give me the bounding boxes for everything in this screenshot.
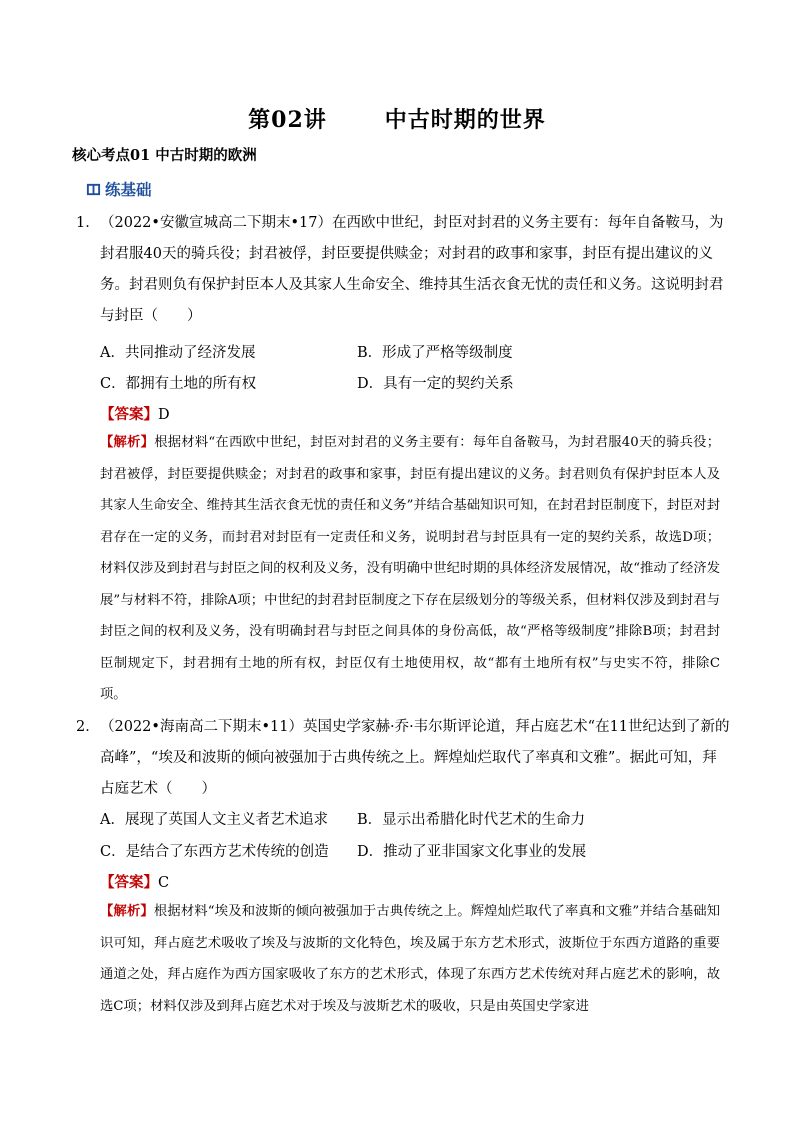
question-text: （2022•海南高二下期末•11）英国史学家赫·乔·韦尔斯评论道，拜占庭艺术“在11世纪达到了新的高峰”，“埃及和波斯的倾向被强加于古典传统之上。辉煌灿烂取代了率真和文雅”。据此可知，拜占庭艺术（ ） bbox=[100, 719, 730, 797]
question-number: 1． bbox=[76, 215, 100, 231]
question-text: （2022•安徽宣城高二下期末•17）在西欧中世纪，封臣对封君的义务主要有：每年自备鞍马，为封君服40天的骑兵役；封君被俘，封臣要提供赎金；对封君的政事和家事，封臣有提出建议的义务。封君则负有保护封臣本人及其家人生命安全、维持其生活衣食无忧的责任和义务。这说明封君与封臣（ ） bbox=[100, 215, 724, 324]
explanation-text: 根据材料“埃及和波斯的倾向被强加于古典传统之上。辉煌灿烂取代了率真和文雅”并结合基础知识可知，拜占庭艺术吸收了埃及与波斯的文化特色，埃及属于东方艺术形式，波斯位于东西方道路的重要通道之处，拜占庭作为西方国家吸收了东方的艺术形式，体现了东西方艺术传统对拜占庭艺术的影响，故选C项；材料仅涉及到拜占庭艺术对于埃及与波斯艺术的吸收，只是由英国史学家进 bbox=[100, 904, 720, 1014]
answer-value: D bbox=[158, 407, 170, 423]
lecture-topic: 中古时期的世界 bbox=[384, 107, 546, 133]
section-label: 练基础 bbox=[105, 180, 152, 199]
explanation bbox=[100, 427, 720, 711]
answer-tag: 【答案】 bbox=[100, 406, 158, 423]
option-b: B．形成了严格等级制度 bbox=[357, 345, 513, 361]
option-d: D．推动了亚非国家文化事业的发展 bbox=[357, 844, 587, 860]
option-c: C．是结合了东西方艺术传统的创造 bbox=[100, 844, 329, 860]
option-b: B．显示出希腊化时代艺术的生命力 bbox=[357, 812, 586, 828]
book-icon bbox=[86, 182, 101, 197]
option-a: A．共同推动了经济发展 bbox=[100, 345, 256, 361]
explanation-tag: 【解析】 bbox=[100, 904, 154, 919]
page-title bbox=[0, 103, 794, 134]
section-heading bbox=[86, 178, 152, 200]
option-a: A．展现了英国人文主义者艺术追求 bbox=[100, 812, 328, 828]
lecture-number: 第02讲 bbox=[248, 107, 327, 133]
question-2 bbox=[76, 712, 730, 805]
answer bbox=[100, 871, 169, 892]
question-number: 2． bbox=[76, 719, 100, 735]
question-1 bbox=[76, 208, 730, 332]
explanation bbox=[100, 896, 720, 1022]
option-d: D．具有一定的契约关系 bbox=[357, 376, 514, 392]
answer bbox=[100, 403, 170, 424]
answer-tag: 【答案】 bbox=[100, 874, 158, 891]
option-c: C．都拥有土地的所有权 bbox=[100, 376, 257, 392]
answer-value: C bbox=[158, 875, 170, 891]
core-topic-heading: 核心考点01 中古时期的欧洲 bbox=[72, 147, 257, 164]
explanation-text: 根据材料“在西欧中世纪，封臣对封君的义务主要有：每年自备鞍马，为封君服40天的骑兵役；封君被俘，封臣要提供赎金；对封君的政事和家事，封臣有提出建议的义务。封君则负有保护封臣本人及其家人生命安全、维持其生活衣食无忧的责任和义务”并结合基础知识可知，在封君封臣制度下，封臣对封君存在一定的义务，而封君对封臣有一定责任和义务，说明封君与封臣具有一定的契约关系，故选D项；材料仅涉及到封君与封臣之间的权利及义务，没有明确中世纪时期的具体经济发展情况，故“推动了经济发展”与材料不符，排除A项；中世纪的封君封臣制度之下存在层级划分的等级关系，但材料仅涉及到封君与封臣之间的权利及义务，没有明确封君与封臣之间具体的身份高低，故“严格等级制度”排除B项；封君封臣制规定下，封君拥有土地的所有权，封臣仅有土地使用权，故“都有土地所有权”与史实不符，排除C项。 bbox=[100, 435, 721, 702]
explanation-tag: 【解析】 bbox=[100, 435, 155, 450]
